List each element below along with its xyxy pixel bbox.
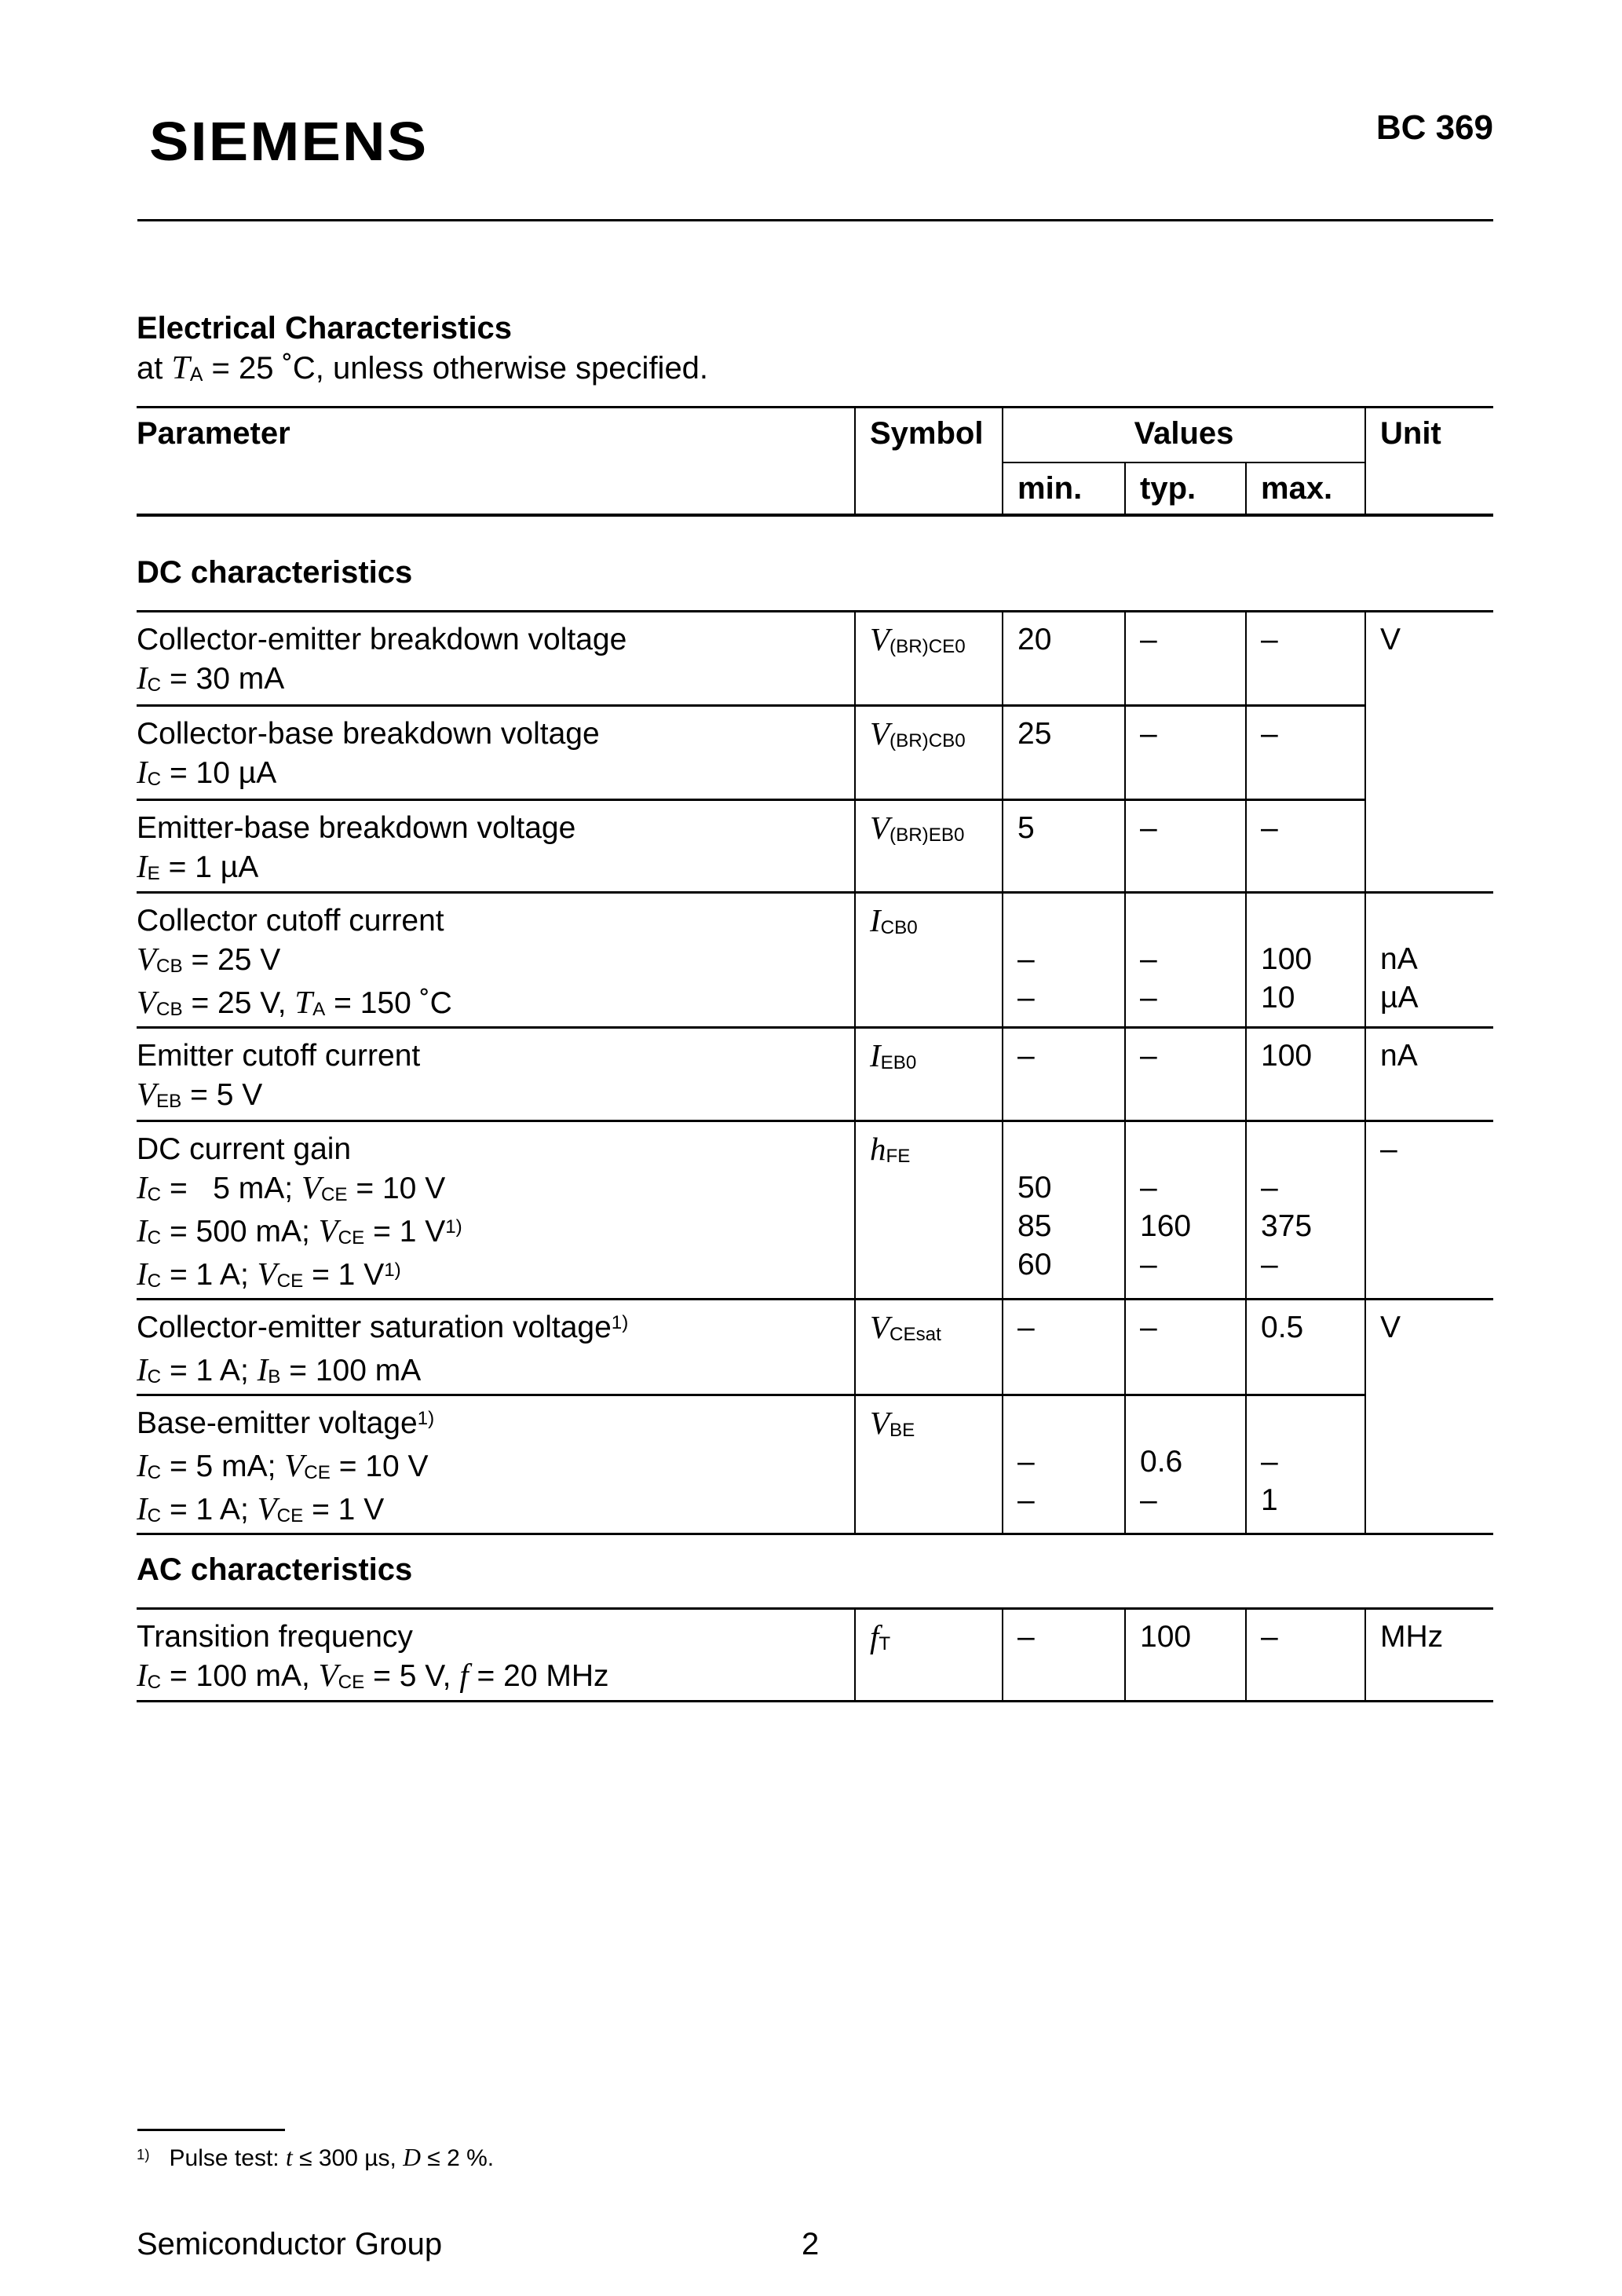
subscript: C (147, 674, 162, 696)
unit-cell (1365, 893, 1493, 1028)
parameter-cell (137, 893, 855, 1028)
parameter-cell (137, 1028, 855, 1121)
max-value: 0.5 (1261, 1311, 1304, 1344)
max-cell (1246, 706, 1365, 800)
footer-company: Semiconductor Group (137, 2227, 443, 2261)
italic-symbol: V (257, 1491, 277, 1526)
text: Base-emitter voltage (137, 1406, 418, 1440)
footnote-ref: 1) (137, 2145, 150, 2163)
max-value: 1 (1261, 1483, 1278, 1517)
max-cell (1246, 612, 1365, 706)
unit-value: V (1380, 1311, 1401, 1344)
siemens-logo: SIEMENS (149, 111, 429, 172)
unit-value: V (1380, 623, 1401, 656)
parameter-line (137, 1656, 854, 1699)
header-symbol: Symbol (855, 408, 1003, 515)
page-number: 2 (802, 2227, 820, 2261)
min-value (1017, 1130, 1124, 1168)
footnote-ref: 1) (445, 1216, 462, 1238)
max-value: 100 (1261, 942, 1313, 976)
max-value (1261, 901, 1364, 940)
italic-symbol: V (284, 1448, 305, 1483)
subscript: EB0 (880, 1051, 917, 1073)
text: ≤ 2 %. (420, 2145, 495, 2171)
symbol-cell (855, 893, 1003, 1028)
unit-value: – (1380, 1132, 1397, 1166)
typ-value (1140, 1404, 1245, 1442)
symbol-cell (855, 800, 1003, 893)
typ-cell (1125, 706, 1246, 800)
subscript: C (147, 768, 162, 790)
parameter-line (137, 1618, 854, 1656)
header-typ: typ. (1125, 462, 1246, 515)
table-row (137, 1300, 1493, 1395)
max-value: 10 (1261, 981, 1295, 1015)
parameter-line (137, 1212, 854, 1255)
min-value: – (1017, 1311, 1035, 1344)
footnote-ref: 1) (417, 1408, 435, 1430)
subscript: CE (320, 1183, 348, 1205)
italic-symbol: V (870, 1406, 890, 1441)
min-value: – (1017, 1445, 1035, 1479)
max-value: 100 (1261, 1039, 1313, 1073)
footnote (137, 2144, 494, 2172)
dc-characteristics-table (137, 610, 1493, 1535)
text: = 10 V (347, 1172, 446, 1205)
typ-value: 160 (1140, 1209, 1192, 1243)
max-cell (1246, 1395, 1365, 1534)
typ-cell (1125, 1121, 1246, 1300)
parameter-line (137, 1490, 854, 1533)
parameter-line (137, 1308, 854, 1351)
italic-symbol: I (137, 1352, 148, 1387)
text: = 1 V (364, 1215, 446, 1249)
unit-cell (1365, 1028, 1493, 1121)
header-min: min. (1003, 462, 1125, 515)
italic-symbol: V (301, 1170, 321, 1205)
parameter-cell (137, 1121, 855, 1300)
subscript: A (312, 998, 326, 1020)
min-value: – (1017, 981, 1035, 1015)
subscript: E (147, 862, 160, 884)
section-title: Electrical Characteristics (137, 311, 513, 345)
italic-symbol: I (870, 903, 881, 938)
unit-cell (1365, 1121, 1493, 1300)
subscript: CB (156, 998, 183, 1020)
table-row (137, 1609, 1493, 1702)
italic-symbol: V (870, 1310, 890, 1345)
dc-section-title: DC characteristics (137, 555, 413, 590)
table-row (137, 800, 1493, 893)
header-parameter: Parameter (137, 416, 290, 451)
typ-value: – (1140, 1483, 1157, 1517)
section-subtitle (137, 349, 708, 387)
parameter-cell (137, 800, 855, 893)
typ-value: – (1140, 811, 1157, 845)
typ-cell (1125, 612, 1246, 706)
subscript: (BR)CE0 (890, 635, 966, 657)
italic-symbol: I (137, 1448, 148, 1483)
text: = 25 ˚C, unless otherwise specified. (203, 351, 709, 386)
typ-value (1140, 901, 1245, 940)
text: Collector-emitter saturation voltage (137, 1311, 612, 1344)
min-value (1017, 1404, 1124, 1442)
table-row (137, 1395, 1493, 1534)
header-max: max. (1246, 462, 1365, 515)
italic-symbol: t (285, 2144, 293, 2171)
symbol-cell (855, 706, 1003, 800)
italic-symbol: D (403, 2144, 421, 2171)
subscript: (BR)EB0 (890, 824, 965, 846)
subscript: CE (338, 1227, 365, 1249)
parameter-line (137, 847, 854, 890)
min-cell (1003, 706, 1125, 800)
unit-cell (1365, 612, 1493, 893)
text: = 1 V (303, 1493, 385, 1526)
unit-value: nA (1380, 942, 1418, 976)
parameter-cell (137, 1300, 855, 1395)
table-row (137, 893, 1493, 1028)
italic-symbol: I (137, 1213, 148, 1249)
parameter-line (137, 1351, 854, 1394)
text: = 1 A; (161, 1354, 258, 1387)
min-cell (1003, 1028, 1125, 1121)
parameter-cell (137, 612, 855, 706)
text: DC current gain (137, 1132, 352, 1166)
footnote-divider (137, 2129, 285, 2131)
text: = 1 A; (161, 1493, 258, 1526)
parameter-line (137, 753, 854, 796)
parameter-cell (137, 1609, 855, 1702)
table-header (137, 406, 1493, 517)
max-cell (1246, 1028, 1365, 1121)
text: = 5 V (181, 1078, 263, 1112)
text: = 25 V (182, 943, 281, 977)
max-value (1261, 1130, 1364, 1168)
typ-cell (1125, 1395, 1246, 1534)
italic-symbol: V (137, 1077, 157, 1112)
min-cell (1003, 612, 1125, 706)
max-value (1261, 1404, 1364, 1442)
typ-cell (1125, 800, 1246, 893)
typ-value: – (1140, 1039, 1157, 1073)
unit-value: MHz (1380, 1620, 1444, 1654)
symbol-cell (855, 1395, 1003, 1534)
parameter-line (137, 901, 854, 940)
ac-section-title: AC characteristics (137, 1552, 413, 1587)
subscript: EB (156, 1090, 182, 1112)
min-value: 50 (1017, 1171, 1052, 1205)
text: = 500 mA; (161, 1215, 319, 1249)
parameter-line (137, 1404, 854, 1446)
max-cell (1246, 1300, 1365, 1395)
text: = 20 MHz (468, 1659, 609, 1693)
text: = 10 µA (161, 756, 277, 790)
part-number: BC 369 (1375, 108, 1493, 147)
italic-symbol: V (257, 1256, 277, 1292)
subscript: (BR)CB0 (890, 729, 966, 751)
italic-symbol: I (137, 1658, 148, 1693)
italic-symbol: I (137, 660, 148, 696)
subscript: C (147, 1270, 162, 1292)
italic-symbol: V (318, 1658, 338, 1693)
text: = 100 mA (280, 1354, 422, 1387)
text: Collector cutoff current (137, 904, 444, 938)
text: Emitter-base breakdown voltage (137, 811, 576, 845)
max-cell (1246, 1121, 1365, 1300)
min-cell (1003, 1300, 1125, 1395)
italic-symbol: I (137, 1170, 148, 1205)
text: Transition frequency (137, 1620, 413, 1654)
typ-cell (1125, 893, 1246, 1028)
table-row (137, 1121, 1493, 1300)
min-value: – (1017, 942, 1035, 976)
subscript: C (147, 1227, 162, 1249)
typ-value: 0.6 (1140, 1445, 1183, 1479)
subscript: CE (276, 1504, 304, 1526)
subscript: FE (886, 1145, 911, 1167)
subscript: CB0 (880, 916, 918, 938)
min-value: 5 (1017, 811, 1035, 845)
min-value: – (1017, 1483, 1035, 1517)
max-value: – (1261, 1171, 1278, 1205)
parameter-line (137, 715, 854, 753)
parameter-line (137, 1168, 854, 1212)
typ-value: – (1140, 981, 1157, 1015)
text: = 100 mA, (161, 1659, 319, 1693)
text: = 30 mA (161, 662, 285, 696)
subscript: CE (276, 1270, 304, 1292)
parameter-line (137, 1130, 854, 1168)
text: = 1 A; (161, 1258, 258, 1292)
typ-value: – (1140, 1248, 1157, 1281)
typ-value: – (1140, 1311, 1157, 1344)
parameter-line (137, 1255, 854, 1298)
text: = 150 ˚C (325, 986, 452, 1020)
max-value: 375 (1261, 1209, 1313, 1243)
min-cell (1003, 1609, 1125, 1702)
footnote-ref: 1) (611, 1312, 629, 1334)
italic-symbol: I (870, 1038, 881, 1073)
text: at (137, 351, 172, 386)
italic-symbol: V (870, 622, 890, 657)
max-value: – (1261, 1445, 1278, 1479)
subscript: CEsat (890, 1323, 941, 1345)
italic-symbol: T (171, 350, 190, 386)
subscript: B (268, 1366, 281, 1387)
typ-value (1140, 1130, 1245, 1168)
text: Collector-base breakdown voltage (137, 717, 600, 751)
text: Pulse test: (149, 2145, 286, 2171)
unit-value: nA (1380, 1039, 1418, 1073)
min-cell (1003, 893, 1125, 1028)
italic-symbol: f (870, 1619, 879, 1654)
max-value: – (1261, 1620, 1278, 1654)
min-value: – (1017, 1039, 1035, 1073)
parameter-line (137, 940, 854, 983)
max-value: – (1261, 717, 1278, 751)
unit-cell (1365, 1300, 1493, 1534)
parameter-line (137, 620, 854, 659)
table-row (137, 1028, 1493, 1121)
ac-characteristics-table (137, 1607, 1493, 1702)
max-value: – (1261, 623, 1278, 656)
table-row (137, 706, 1493, 800)
text: = 5 mA; (161, 1450, 285, 1483)
subscript: C (147, 1461, 162, 1483)
min-value: 20 (1017, 623, 1052, 656)
subscript: A (189, 364, 203, 386)
parameter-line (137, 1446, 854, 1490)
parameter-line (137, 659, 854, 702)
subscript: CB (156, 955, 183, 977)
text: = 5 V, (364, 1659, 460, 1693)
text: = 10 V (330, 1450, 429, 1483)
min-value: 85 (1017, 1209, 1052, 1243)
text: = 1 µA (159, 850, 259, 884)
subscript: C (147, 1504, 162, 1526)
italic-symbol: V (870, 716, 890, 751)
min-value: 25 (1017, 717, 1052, 751)
unit-value: µA (1380, 981, 1419, 1015)
typ-cell (1125, 1300, 1246, 1395)
typ-cell (1125, 1609, 1246, 1702)
min-value: – (1017, 1620, 1035, 1654)
typ-value: – (1140, 1171, 1157, 1205)
typ-value: – (1140, 717, 1157, 751)
italic-symbol: I (137, 849, 148, 884)
header-divider (137, 219, 1493, 221)
unit-value (1380, 901, 1493, 940)
max-value: – (1261, 1248, 1278, 1281)
symbol-cell (855, 1300, 1003, 1395)
subscript: BE (890, 1419, 915, 1441)
symbol-cell (855, 1609, 1003, 1702)
italic-symbol: I (137, 755, 148, 790)
min-cell (1003, 1395, 1125, 1534)
subscript: C (147, 1366, 162, 1387)
unit-cell (1365, 1609, 1493, 1702)
symbol-cell (855, 612, 1003, 706)
typ-value: – (1140, 623, 1157, 656)
max-cell (1246, 1609, 1365, 1702)
header-unit: Unit (1365, 408, 1493, 515)
symbol-cell (855, 1028, 1003, 1121)
italic-symbol: T (294, 985, 313, 1020)
parameter-line (137, 983, 854, 1026)
parameter-cell (137, 706, 855, 800)
subscript: T (879, 1632, 891, 1654)
italic-symbol: h (870, 1132, 886, 1167)
parameter-line (137, 1075, 854, 1118)
footnote-ref: 1) (384, 1260, 401, 1281)
subscript: CE (338, 1671, 365, 1693)
table-row (137, 612, 1493, 706)
max-value: – (1261, 811, 1278, 845)
min-value: 60 (1017, 1248, 1052, 1281)
text: = 25 V, (182, 986, 295, 1020)
text: = 5 mA; (161, 1172, 301, 1205)
italic-symbol: V (870, 810, 890, 846)
header-values: Values (1003, 408, 1365, 462)
min-cell (1003, 1121, 1125, 1300)
italic-symbol: I (257, 1352, 269, 1387)
text: = 1 V (303, 1258, 385, 1292)
parameter-cell (137, 1395, 855, 1534)
italic-symbol: f (459, 1658, 469, 1693)
parameter-line (137, 809, 854, 847)
typ-value: – (1140, 942, 1157, 976)
subscript: C (147, 1671, 162, 1693)
min-cell (1003, 800, 1125, 893)
italic-symbol: I (137, 1491, 148, 1526)
italic-symbol: V (318, 1213, 338, 1249)
text: Emitter cutoff current (137, 1039, 421, 1073)
italic-symbol: V (137, 985, 157, 1020)
parameter-line (137, 1036, 854, 1075)
text: ≤ 300 µs, (292, 2145, 404, 2171)
max-cell (1246, 893, 1365, 1028)
typ-cell (1125, 1028, 1246, 1121)
max-cell (1246, 800, 1365, 893)
italic-symbol: I (137, 1256, 148, 1292)
min-value (1017, 901, 1124, 940)
typ-value: 100 (1140, 1620, 1192, 1654)
text: Collector-emitter breakdown voltage (137, 623, 627, 656)
symbol-cell (855, 1121, 1003, 1300)
subscript: C (147, 1183, 162, 1205)
subscript: CE (304, 1461, 331, 1483)
italic-symbol: V (137, 941, 157, 977)
